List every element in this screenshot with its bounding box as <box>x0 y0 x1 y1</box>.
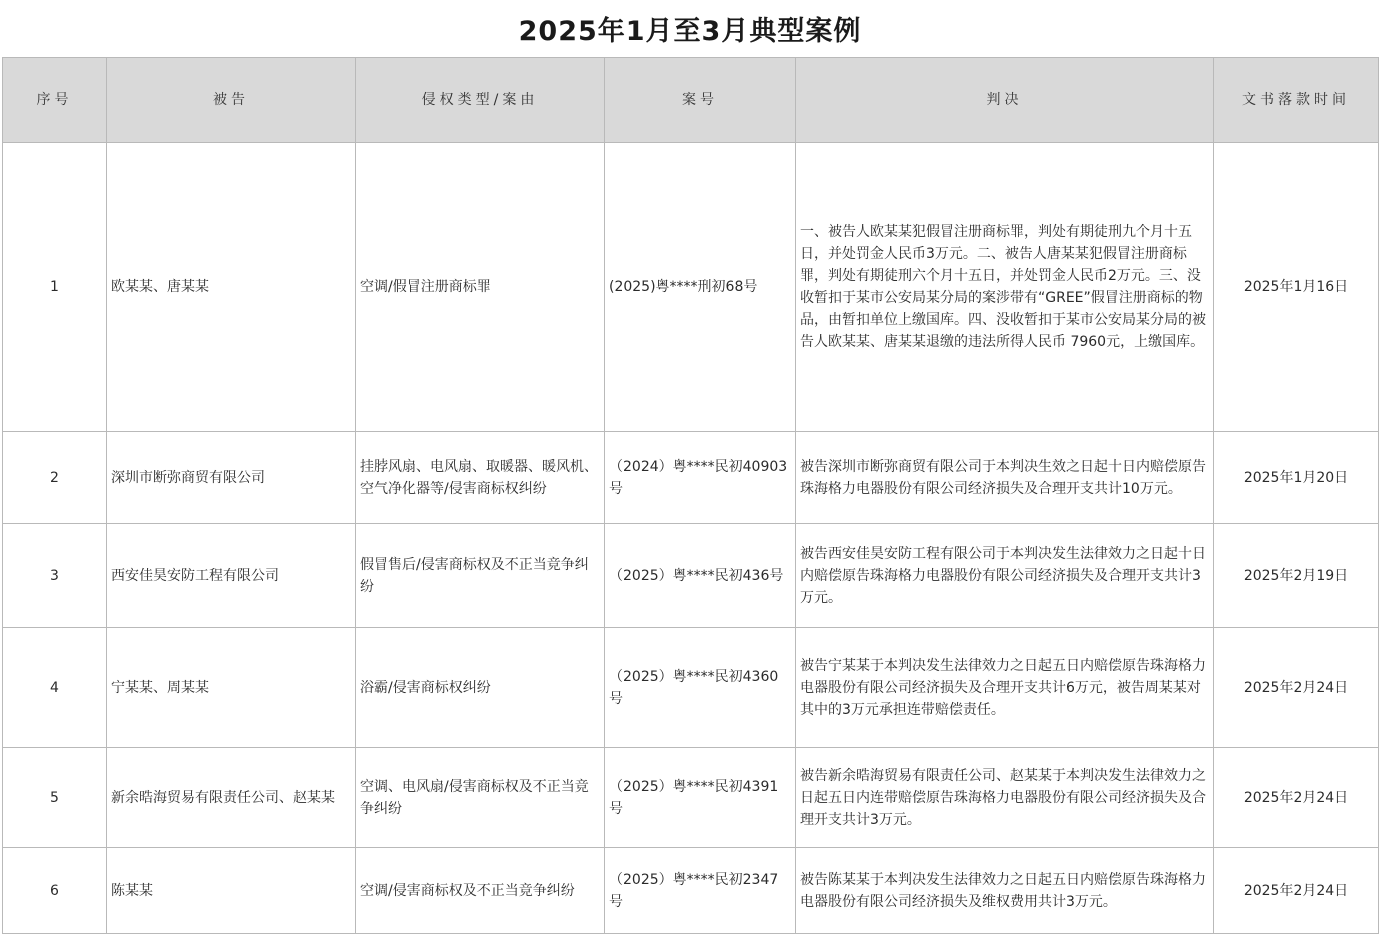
header-judgment: 判决 <box>796 58 1214 143</box>
row-judgment: 被告宁某某于本判决发生法律效力之日起五日内赔偿原告珠海格力电器股份有限公司经济损失及合理开支共计6万元，被告周某某对其中的3万元承担连带赔偿责任。 <box>796 628 1214 748</box>
table-row <box>3 432 1379 524</box>
row-case-no: （2025）粤****民初2347号 <box>605 848 796 934</box>
table-body <box>3 143 1379 934</box>
row-type: 空调/假冒注册商标罪 <box>356 143 605 432</box>
row-judgment: 被告深圳市断弥商贸有限公司于本判决生效之日起十日内赔偿原告珠海格力电器股份有限公司经济损失及合理开支共计10万元。 <box>796 432 1214 524</box>
row-defendant: 欧某某、唐某某 <box>107 143 356 432</box>
row-date: 2025年2月24日 <box>1214 748 1379 848</box>
row-case-no: （2025）粤****民初436号 <box>605 524 796 628</box>
table-header <box>3 58 1379 143</box>
row-case-no: （2025）粤****民初4360号 <box>605 628 796 748</box>
row-judgment: 被告陈某某于本判决发生法律效力之日起五日内赔偿原告珠海格力电器股份有限公司经济损失及维权费用共计3万元。 <box>796 848 1214 934</box>
row-no: 2 <box>3 432 107 524</box>
table-row <box>3 848 1379 934</box>
header-no: 序号 <box>3 58 107 143</box>
row-date: 2025年2月24日 <box>1214 628 1379 748</box>
row-no: 4 <box>3 628 107 748</box>
row-type: 空调/侵害商标权及不正当竞争纠纷 <box>356 848 605 934</box>
row-date: 2025年1月20日 <box>1214 432 1379 524</box>
row-type: 假冒售后/侵害商标权及不正当竞争纠纷 <box>356 524 605 628</box>
row-defendant: 西安佳昊安防工程有限公司 <box>107 524 356 628</box>
case-table <box>2 57 1379 934</box>
row-no: 6 <box>3 848 107 934</box>
row-case-no: （2024）粤****民初40903号 <box>605 432 796 524</box>
table-row <box>3 143 1379 432</box>
row-defendant: 新余晧海贸易有限责任公司、赵某某 <box>107 748 356 848</box>
table-row <box>3 524 1379 628</box>
header-date: 文书落款时间 <box>1214 58 1379 143</box>
row-judgment: 一、被告人欧某某犯假冒注册商标罪，判处有期徒刑九个月十五日，并处罚金人民币3万元。二、被告人唐某某犯假冒注册商标罪，判处有期徒刑六个月十五日，并处罚金人民币2万元。三、没收暂扣于某市公安局某分局的案涉带有“GREE”假冒注册商标的物品，由暂扣单位上缴国库。四、没收暂扣于某市公安局某分局的被告人欧某某、唐某某退缴的违法所得人民币 7960元，上缴国库。 <box>796 143 1214 432</box>
header-case-no: 案号 <box>605 58 796 143</box>
row-case-no: （2025）粤****民初4391号 <box>605 748 796 848</box>
row-type: 空调、电风扇/侵害商标权及不正当竞争纠纷 <box>356 748 605 848</box>
row-date: 2025年1月16日 <box>1214 143 1379 432</box>
row-judgment: 被告新余晧海贸易有限责任公司、赵某某于本判决发生法律效力之日起五日内连带赔偿原告珠海格力电器股份有限公司经济损失及合理开支共计3万元。 <box>796 748 1214 848</box>
row-date: 2025年2月19日 <box>1214 524 1379 628</box>
row-date: 2025年2月24日 <box>1214 848 1379 934</box>
page-title: 2025年1月至3月典型案例 <box>518 16 862 47</box>
row-no: 5 <box>3 748 107 848</box>
header-type: 侵权类型/案由 <box>356 58 605 143</box>
row-defendant: 宁某某、周某某 <box>107 628 356 748</box>
row-type: 浴霸/侵害商标权纠纷 <box>356 628 605 748</box>
header-row <box>3 58 1379 143</box>
row-no: 1 <box>3 143 107 432</box>
table-row <box>3 628 1379 748</box>
row-type: 挂脖风扇、电风扇、取暖器、暖风机、空气净化器等/侵害商标权纠纷 <box>356 432 605 524</box>
row-defendant: 陈某某 <box>107 848 356 934</box>
header-defendant: 被告 <box>107 58 356 143</box>
row-judgment: 被告西安佳昊安防工程有限公司于本判决发生法律效力之日起十日内赔偿原告珠海格力电器股份有限公司经济损失及合理开支共计3万元。 <box>796 524 1214 628</box>
row-case-no: (2025)粤****刑初68号 <box>605 143 796 432</box>
row-defendant: 深圳市断弥商贸有限公司 <box>107 432 356 524</box>
table-row <box>3 748 1379 848</box>
row-no: 3 <box>3 524 107 628</box>
